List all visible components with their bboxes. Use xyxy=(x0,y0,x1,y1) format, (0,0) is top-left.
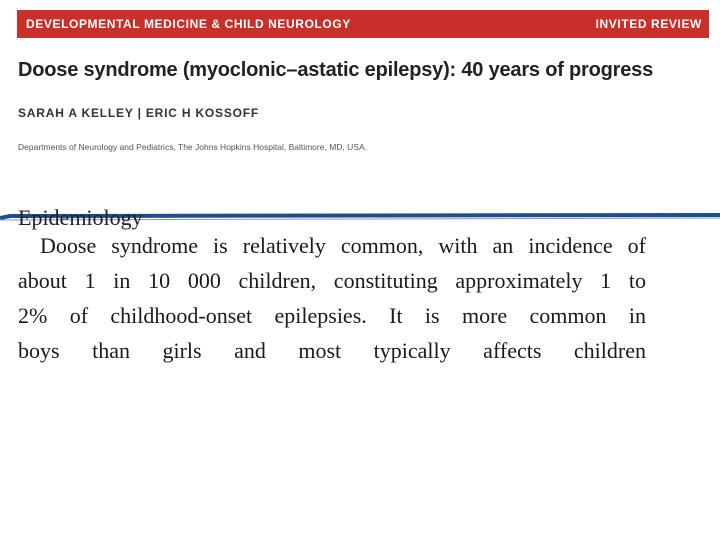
excerpt-line: about 1 in 10 000 children, constituting approximately 1 to xyxy=(18,268,646,293)
excerpt-line: boys than girls and most typically affects children xyxy=(18,338,646,363)
excerpt-paragraph xyxy=(18,228,646,363)
journal-name: DEVELOPMENTAL MEDICINE & CHILD NEUROLOGY xyxy=(26,17,351,31)
excerpt-cutoff-line: Epidemiology xyxy=(18,205,143,230)
excerpt-line: Doose syndrome is relatively common, with an incidence of xyxy=(40,233,646,258)
excerpt-line: 2% of childhood-onset epilepsies. It is more common in xyxy=(18,303,646,328)
article-title: Doose syndrome (myoclonic–astatic epilepsy): 40 years of progress xyxy=(18,59,654,81)
journal-header-bar xyxy=(17,10,709,38)
affiliation: Departments of Neurology and Pediatrics, The Johns Hopkins Hospital, Baltimore, MD, USA. xyxy=(18,142,367,152)
author-line: SARAH A KELLEY | ERIC H KOSSOFF xyxy=(18,106,260,120)
section-label: INVITED REVIEW xyxy=(595,17,702,31)
